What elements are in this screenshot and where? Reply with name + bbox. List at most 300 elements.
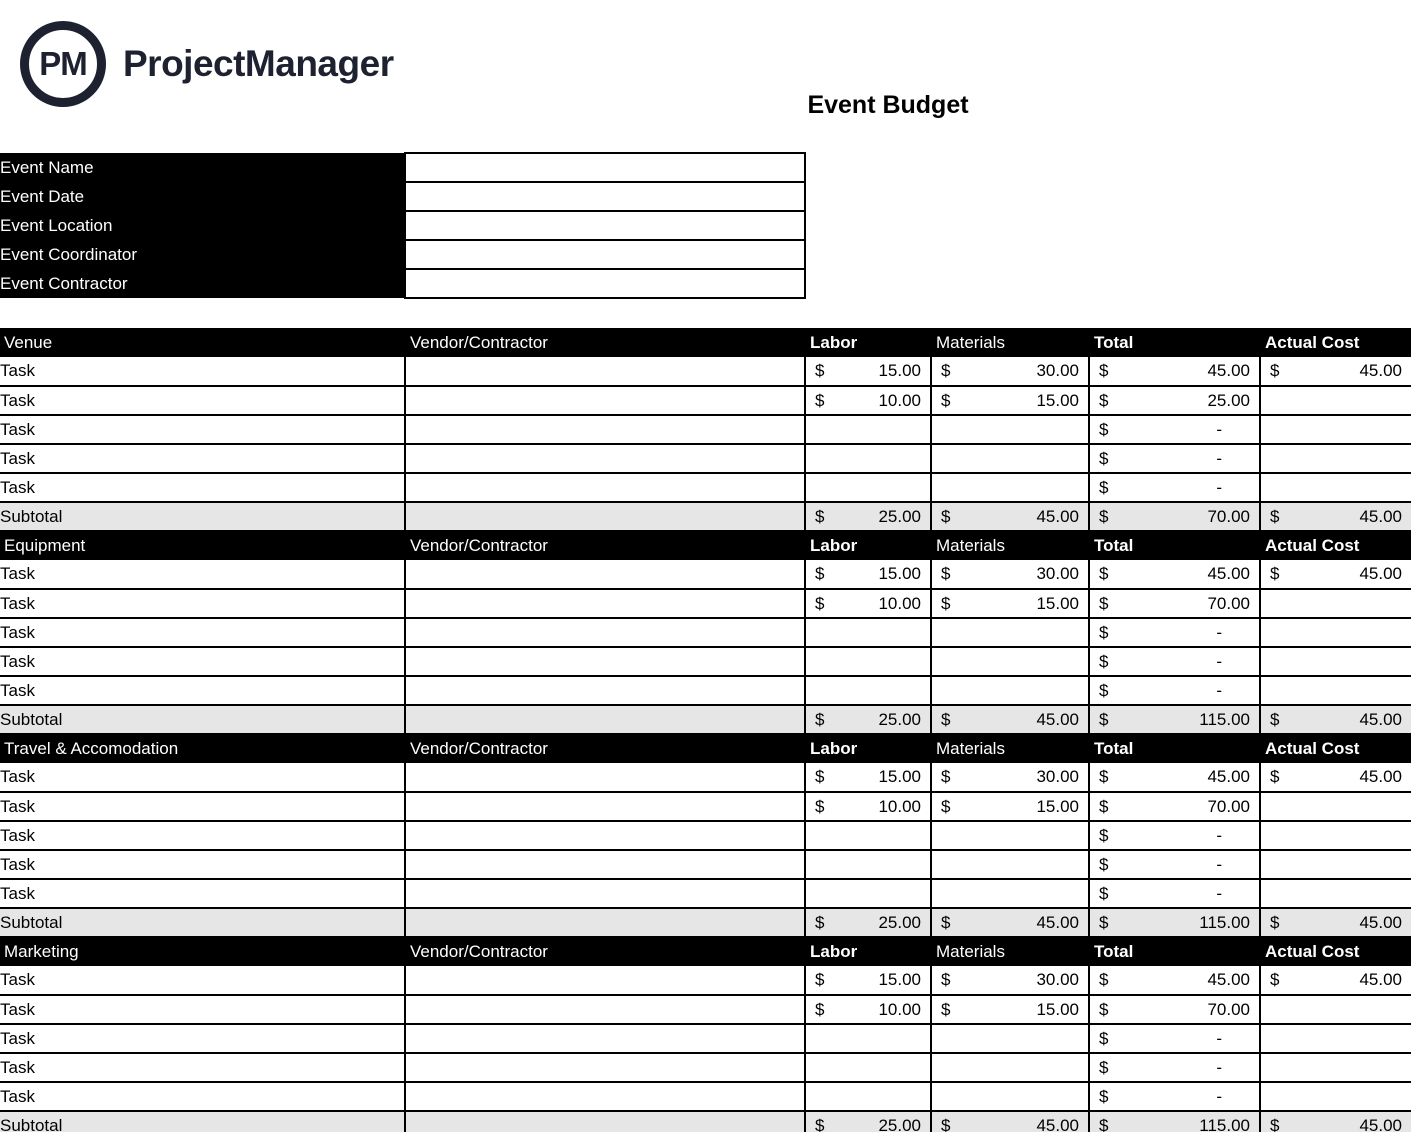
amount: 45.00 bbox=[1359, 361, 1402, 380]
materials-cell[interactable] bbox=[931, 1082, 1089, 1111]
amount: 15.00 bbox=[878, 970, 921, 989]
amount: 10.00 bbox=[878, 593, 921, 613]
dollar-sign: $ bbox=[1099, 448, 1109, 468]
dollar-sign: $ bbox=[1099, 390, 1109, 410]
actual-cost-cell[interactable] bbox=[1260, 879, 1411, 908]
actual-cost-cell[interactable] bbox=[1260, 473, 1411, 502]
amount: - bbox=[1216, 854, 1222, 874]
dollar-sign: $ bbox=[815, 593, 825, 613]
total-cell-content bbox=[1090, 416, 1259, 443]
budget-body bbox=[0, 328, 1411, 1132]
dollar-sign: $ bbox=[1099, 622, 1109, 642]
amount: 45.00 bbox=[1036, 506, 1079, 526]
dollar-sign: $ bbox=[941, 506, 951, 526]
pm-logo-icon bbox=[20, 21, 106, 107]
labor-cell-content bbox=[806, 357, 930, 385]
task-cell[interactable]: Task bbox=[0, 995, 405, 1024]
subtotal-total-cell[interactable] bbox=[1089, 908, 1260, 937]
total-cell[interactable] bbox=[1089, 1053, 1260, 1082]
labor-cell-content bbox=[806, 560, 930, 588]
actual-cost-cell[interactable] bbox=[1260, 821, 1411, 850]
subtotal-vendor-cell bbox=[405, 705, 805, 734]
event-info-row bbox=[0, 153, 805, 182]
total-cell[interactable] bbox=[1089, 473, 1260, 502]
vendor-header: Vendor/Contractor bbox=[405, 937, 805, 966]
task-cell[interactable]: Task bbox=[0, 357, 405, 386]
section-name-header: Travel & Accomodation bbox=[0, 734, 405, 763]
vendor-cell[interactable] bbox=[405, 1024, 805, 1053]
total-cell[interactable] bbox=[1089, 1024, 1260, 1053]
total-cell[interactable] bbox=[1089, 386, 1260, 415]
total-cell[interactable] bbox=[1089, 879, 1260, 908]
task-cell[interactable]: Task bbox=[0, 647, 405, 676]
task-cell[interactable]: Task bbox=[0, 560, 405, 589]
materials-header: Materials bbox=[931, 734, 1089, 763]
materials-cell-content bbox=[932, 996, 1088, 1023]
amount: 15.00 bbox=[1036, 999, 1079, 1019]
labor-cell[interactable] bbox=[805, 995, 931, 1024]
actual-cost-cell[interactable] bbox=[1260, 1082, 1411, 1111]
amount: 115.00 bbox=[1199, 709, 1250, 729]
dollar-sign: $ bbox=[941, 564, 951, 583]
task-row bbox=[0, 1082, 1411, 1111]
total-cell[interactable] bbox=[1089, 763, 1260, 792]
subtotal-materials-cell[interactable] bbox=[931, 502, 1089, 531]
task-row bbox=[0, 560, 1411, 589]
subtotal-actual-cell-content bbox=[1261, 503, 1411, 530]
brand bbox=[20, 21, 394, 107]
task-row bbox=[0, 966, 1411, 995]
dollar-sign: $ bbox=[941, 796, 951, 816]
amount: 15.00 bbox=[1036, 796, 1079, 816]
amount: 10.00 bbox=[878, 390, 921, 410]
labor-cell[interactable] bbox=[805, 1082, 931, 1111]
dollar-sign: $ bbox=[1099, 651, 1109, 671]
total-cell-content bbox=[1090, 1025, 1259, 1052]
section-header-row bbox=[0, 531, 1411, 560]
dollar-sign: $ bbox=[1099, 564, 1109, 583]
pm-logo-text: PM bbox=[39, 45, 87, 82]
subtotal-row bbox=[0, 705, 1411, 734]
amount: 45.00 bbox=[1359, 970, 1402, 989]
labor-cell-content bbox=[806, 763, 930, 791]
total-cell-content bbox=[1090, 763, 1259, 791]
materials-cell[interactable] bbox=[931, 1024, 1089, 1053]
materials-cell-content bbox=[932, 560, 1088, 588]
vendor-cell[interactable] bbox=[405, 879, 805, 908]
dollar-sign: $ bbox=[815, 564, 825, 583]
vendor-cell[interactable] bbox=[405, 473, 805, 502]
materials-cell[interactable] bbox=[931, 763, 1089, 792]
vendor-cell[interactable] bbox=[405, 1053, 805, 1082]
task-cell[interactable]: Task bbox=[0, 1053, 405, 1082]
materials-cell[interactable] bbox=[931, 879, 1089, 908]
event-info-row bbox=[0, 269, 805, 298]
amount: 30.00 bbox=[1036, 564, 1079, 583]
subtotal-total-cell[interactable] bbox=[1089, 502, 1260, 531]
event-info-value-cell[interactable] bbox=[405, 240, 805, 269]
subtotal-actual-cell-content bbox=[1261, 1112, 1411, 1132]
task-cell[interactable]: Task bbox=[0, 792, 405, 821]
total-cell[interactable] bbox=[1089, 792, 1260, 821]
amount: - bbox=[1216, 1057, 1222, 1077]
materials-cell[interactable] bbox=[931, 676, 1089, 705]
task-cell[interactable]: Task bbox=[0, 879, 405, 908]
subtotal-total-cell[interactable] bbox=[1089, 1111, 1260, 1132]
actual-cost-cell[interactable] bbox=[1260, 763, 1411, 792]
vendor-cell[interactable] bbox=[405, 676, 805, 705]
amount: 15.00 bbox=[878, 361, 921, 380]
total-cell[interactable] bbox=[1089, 415, 1260, 444]
vendor-cell[interactable] bbox=[405, 415, 805, 444]
event-info-label: Event Coordinator bbox=[0, 240, 405, 269]
task-cell[interactable]: Task bbox=[0, 473, 405, 502]
labor-cell[interactable] bbox=[805, 560, 931, 589]
amount: - bbox=[1216, 448, 1222, 468]
materials-cell[interactable] bbox=[931, 792, 1089, 821]
task-row bbox=[0, 415, 1411, 444]
materials-cell[interactable] bbox=[931, 589, 1089, 618]
actual-cost-header: Actual Cost bbox=[1260, 937, 1411, 966]
amount: - bbox=[1216, 622, 1222, 642]
total-cell-content bbox=[1090, 996, 1259, 1023]
total-cell[interactable] bbox=[1089, 676, 1260, 705]
materials-cell[interactable] bbox=[931, 444, 1089, 473]
labor-cell-content bbox=[806, 387, 930, 414]
task-row bbox=[0, 676, 1411, 705]
total-cell[interactable] bbox=[1089, 444, 1260, 473]
amount: 10.00 bbox=[878, 999, 921, 1019]
amount: 45.00 bbox=[1359, 564, 1402, 583]
amount: 25.00 bbox=[878, 709, 921, 729]
total-cell-content bbox=[1090, 474, 1259, 501]
task-row bbox=[0, 444, 1411, 473]
task-cell[interactable]: Task bbox=[0, 589, 405, 618]
subtotal-label-cell: Subtotal bbox=[0, 502, 405, 531]
amount: 25.00 bbox=[878, 1115, 921, 1132]
brand-name: ProjectManager bbox=[123, 43, 394, 84]
task-cell[interactable]: Task bbox=[0, 386, 405, 415]
total-cell[interactable] bbox=[1089, 850, 1260, 879]
dollar-sign: $ bbox=[1099, 361, 1109, 380]
actual-cost-cell[interactable] bbox=[1260, 560, 1411, 589]
total-cell-content bbox=[1090, 387, 1259, 414]
actual-cost-header: Actual Cost bbox=[1260, 328, 1411, 357]
actual-cost-cell[interactable] bbox=[1260, 386, 1411, 415]
amount: 45.00 bbox=[1359, 1115, 1402, 1132]
vendor-cell[interactable] bbox=[405, 821, 805, 850]
materials-cell[interactable] bbox=[931, 415, 1089, 444]
subtotal-total-cell-content bbox=[1090, 909, 1259, 936]
task-row bbox=[0, 1053, 1411, 1082]
total-cell[interactable] bbox=[1089, 357, 1260, 386]
subtotal-actual-cell[interactable] bbox=[1260, 1111, 1411, 1132]
dollar-sign: $ bbox=[1099, 1115, 1109, 1132]
dollar-sign: $ bbox=[941, 970, 951, 989]
subtotal-total-cell-content bbox=[1090, 706, 1259, 733]
materials-cell-content bbox=[932, 387, 1088, 414]
amount: - bbox=[1216, 825, 1222, 845]
amount: 45.00 bbox=[1036, 912, 1079, 932]
materials-cell[interactable] bbox=[931, 850, 1089, 879]
labor-cell[interactable] bbox=[805, 966, 931, 995]
task-cell[interactable]: Task bbox=[0, 1082, 405, 1111]
total-cell-content bbox=[1090, 1083, 1259, 1110]
task-cell[interactable]: Task bbox=[0, 676, 405, 705]
amount: - bbox=[1216, 680, 1222, 700]
subtotal-row bbox=[0, 502, 1411, 531]
amount: 70.00 bbox=[1207, 506, 1250, 526]
materials-cell[interactable] bbox=[931, 560, 1089, 589]
total-cell-content bbox=[1090, 793, 1259, 820]
page-title: Event Budget bbox=[807, 91, 969, 119]
labor-cell[interactable] bbox=[805, 386, 931, 415]
task-cell[interactable]: Task bbox=[0, 1024, 405, 1053]
vendor-cell[interactable] bbox=[405, 647, 805, 676]
dollar-sign: $ bbox=[1270, 361, 1280, 380]
dollar-sign: $ bbox=[1270, 506, 1280, 526]
materials-cell[interactable] bbox=[931, 386, 1089, 415]
task-cell[interactable]: Task bbox=[0, 618, 405, 647]
materials-cell-content bbox=[932, 763, 1088, 791]
task-cell[interactable]: Task bbox=[0, 821, 405, 850]
budget-table bbox=[0, 328, 1411, 1132]
vendor-cell[interactable] bbox=[405, 995, 805, 1024]
labor-cell[interactable] bbox=[805, 647, 931, 676]
total-cell-content bbox=[1090, 851, 1259, 878]
subtotal-materials-cell[interactable] bbox=[931, 1111, 1089, 1132]
total-cell[interactable] bbox=[1089, 618, 1260, 647]
dollar-sign: $ bbox=[815, 709, 825, 729]
materials-cell[interactable] bbox=[931, 966, 1089, 995]
amount: - bbox=[1216, 883, 1222, 903]
total-cell[interactable] bbox=[1089, 560, 1260, 589]
labor-cell[interactable] bbox=[805, 1024, 931, 1053]
subtotal-label-cell: Subtotal bbox=[0, 705, 405, 734]
event-info-value-cell[interactable] bbox=[405, 153, 805, 182]
labor-cell[interactable] bbox=[805, 676, 931, 705]
section-name-header: Equipment bbox=[0, 531, 405, 560]
task-cell[interactable]: Task bbox=[0, 850, 405, 879]
vendor-cell[interactable] bbox=[405, 966, 805, 995]
labor-cell[interactable] bbox=[805, 589, 931, 618]
task-cell[interactable]: Task bbox=[0, 966, 405, 995]
dollar-sign: $ bbox=[1099, 419, 1109, 439]
labor-cell-content bbox=[806, 590, 930, 617]
event-info-table bbox=[0, 152, 806, 299]
subtotal-materials-cell-content bbox=[932, 909, 1088, 936]
labor-cell[interactable] bbox=[805, 850, 931, 879]
task-row bbox=[0, 1024, 1411, 1053]
total-cell-content bbox=[1090, 648, 1259, 675]
vendor-cell[interactable] bbox=[405, 589, 805, 618]
amount: - bbox=[1216, 419, 1222, 439]
total-header: Total bbox=[1089, 328, 1260, 357]
dollar-sign: $ bbox=[1099, 970, 1109, 989]
materials-cell[interactable] bbox=[931, 821, 1089, 850]
task-row bbox=[0, 821, 1411, 850]
materials-cell[interactable] bbox=[931, 1053, 1089, 1082]
dollar-sign: $ bbox=[815, 970, 825, 989]
vendor-cell[interactable] bbox=[405, 850, 805, 879]
total-cell[interactable] bbox=[1089, 995, 1260, 1024]
dollar-sign: $ bbox=[1099, 680, 1109, 700]
actual-cost-cell[interactable] bbox=[1260, 966, 1411, 995]
total-cell[interactable] bbox=[1089, 821, 1260, 850]
amount: 45.00 bbox=[1207, 564, 1250, 583]
dollar-sign: $ bbox=[815, 1115, 825, 1132]
dollar-sign: $ bbox=[941, 1115, 951, 1132]
subtotal-labor-cell[interactable] bbox=[805, 502, 931, 531]
subtotal-actual-cell[interactable] bbox=[1260, 502, 1411, 531]
amount: 45.00 bbox=[1207, 970, 1250, 989]
labor-cell-content bbox=[806, 793, 930, 820]
subtotal-row bbox=[0, 908, 1411, 937]
labor-cell[interactable] bbox=[805, 763, 931, 792]
amount: 30.00 bbox=[1036, 361, 1079, 380]
subtotal-materials-cell[interactable] bbox=[931, 705, 1089, 734]
event-info-value-cell[interactable] bbox=[405, 211, 805, 240]
task-row bbox=[0, 647, 1411, 676]
total-cell[interactable] bbox=[1089, 589, 1260, 618]
labor-header: Labor bbox=[805, 937, 931, 966]
total-cell-content bbox=[1090, 357, 1259, 385]
labor-cell[interactable] bbox=[805, 444, 931, 473]
actual-cost-cell[interactable] bbox=[1260, 444, 1411, 473]
subtotal-actual-cell[interactable] bbox=[1260, 908, 1411, 937]
amount: 45.00 bbox=[1036, 709, 1079, 729]
vendor-cell[interactable] bbox=[405, 763, 805, 792]
materials-cell[interactable] bbox=[931, 647, 1089, 676]
materials-cell[interactable] bbox=[931, 618, 1089, 647]
task-row bbox=[0, 357, 1411, 386]
total-cell-content bbox=[1090, 1054, 1259, 1081]
actual-cost-cell-content bbox=[1261, 966, 1411, 994]
event-info-label: Event Name bbox=[0, 153, 405, 182]
task-row bbox=[0, 763, 1411, 792]
vendor-cell[interactable] bbox=[405, 444, 805, 473]
amount: 45.00 bbox=[1359, 506, 1402, 526]
actual-cost-cell[interactable] bbox=[1260, 850, 1411, 879]
actual-cost-cell[interactable] bbox=[1260, 676, 1411, 705]
actual-cost-cell[interactable] bbox=[1260, 995, 1411, 1024]
vendor-cell[interactable] bbox=[405, 560, 805, 589]
total-cell[interactable] bbox=[1089, 966, 1260, 995]
total-cell-content bbox=[1090, 445, 1259, 472]
amount: 45.00 bbox=[1359, 709, 1402, 729]
subtotal-labor-cell-content bbox=[806, 909, 930, 936]
total-header: Total bbox=[1089, 531, 1260, 560]
materials-cell[interactable] bbox=[931, 473, 1089, 502]
task-row bbox=[0, 879, 1411, 908]
subtotal-actual-cell-content bbox=[1261, 706, 1411, 733]
materials-cell[interactable] bbox=[931, 995, 1089, 1024]
dollar-sign: $ bbox=[1099, 883, 1109, 903]
subtotal-total-cell-content bbox=[1090, 503, 1259, 530]
actual-cost-header: Actual Cost bbox=[1260, 734, 1411, 763]
actual-cost-cell[interactable] bbox=[1260, 792, 1411, 821]
labor-cell[interactable] bbox=[805, 618, 931, 647]
total-cell-content bbox=[1090, 880, 1259, 907]
materials-cell-content bbox=[932, 357, 1088, 385]
task-cell[interactable]: Task bbox=[0, 763, 405, 792]
subtotal-actual-cell[interactable] bbox=[1260, 705, 1411, 734]
subtotal-materials-cell[interactable] bbox=[931, 908, 1089, 937]
dollar-sign: $ bbox=[941, 390, 951, 410]
vendor-cell[interactable] bbox=[405, 792, 805, 821]
dollar-sign: $ bbox=[1270, 709, 1280, 729]
total-cell-content bbox=[1090, 822, 1259, 849]
amount: 115.00 bbox=[1199, 1115, 1250, 1132]
subtotal-labor-cell[interactable] bbox=[805, 908, 931, 937]
section-name-header: Venue bbox=[0, 328, 405, 357]
total-cell-content bbox=[1090, 590, 1259, 617]
amount: 45.00 bbox=[1207, 361, 1250, 380]
amount: 15.00 bbox=[1036, 593, 1079, 613]
total-cell[interactable] bbox=[1089, 1082, 1260, 1111]
labor-cell[interactable] bbox=[805, 792, 931, 821]
labor-cell[interactable] bbox=[805, 821, 931, 850]
actual-cost-cell[interactable] bbox=[1260, 415, 1411, 444]
labor-cell[interactable] bbox=[805, 357, 931, 386]
vendor-cell[interactable] bbox=[405, 1082, 805, 1111]
amount: 15.00 bbox=[1036, 390, 1079, 410]
total-cell[interactable] bbox=[1089, 647, 1260, 676]
labor-cell[interactable] bbox=[805, 473, 931, 502]
labor-cell[interactable] bbox=[805, 415, 931, 444]
actual-cost-cell[interactable] bbox=[1260, 589, 1411, 618]
actual-cost-cell[interactable] bbox=[1260, 618, 1411, 647]
actual-cost-cell-content bbox=[1261, 357, 1411, 385]
labor-cell[interactable] bbox=[805, 879, 931, 908]
subtotal-labor-cell[interactable] bbox=[805, 1111, 931, 1132]
subtotal-labor-cell-content bbox=[806, 706, 930, 733]
task-cell[interactable]: Task bbox=[0, 415, 405, 444]
subtotal-total-cell[interactable] bbox=[1089, 705, 1260, 734]
subtotal-labor-cell[interactable] bbox=[805, 705, 931, 734]
dollar-sign: $ bbox=[941, 361, 951, 380]
amount: 25.00 bbox=[878, 912, 921, 932]
event-info-label: Event Contractor bbox=[0, 269, 405, 298]
actual-cost-cell[interactable] bbox=[1260, 1024, 1411, 1053]
dollar-sign: $ bbox=[815, 506, 825, 526]
event-info-label: Event Location bbox=[0, 211, 405, 240]
total-cell-content bbox=[1090, 560, 1259, 588]
amount: 30.00 bbox=[1036, 767, 1079, 786]
dollar-sign: $ bbox=[1270, 564, 1280, 583]
dollar-sign: $ bbox=[815, 767, 825, 786]
actual-cost-header: Actual Cost bbox=[1260, 531, 1411, 560]
actual-cost-cell[interactable] bbox=[1260, 357, 1411, 386]
materials-cell[interactable] bbox=[931, 357, 1089, 386]
vendor-header: Vendor/Contractor bbox=[405, 734, 805, 763]
actual-cost-cell[interactable] bbox=[1260, 1053, 1411, 1082]
event-info-value-cell[interactable] bbox=[405, 269, 805, 298]
labor-cell[interactable] bbox=[805, 1053, 931, 1082]
event-info-value-cell[interactable] bbox=[405, 182, 805, 211]
vendor-cell[interactable] bbox=[405, 386, 805, 415]
dollar-sign: $ bbox=[1099, 593, 1109, 613]
vendor-cell[interactable] bbox=[405, 357, 805, 386]
actual-cost-cell[interactable] bbox=[1260, 647, 1411, 676]
subtotal-label-cell: Subtotal bbox=[0, 908, 405, 937]
subtotal-actual-cell-content bbox=[1261, 909, 1411, 936]
dollar-sign: $ bbox=[1099, 999, 1109, 1019]
dollar-sign: $ bbox=[1270, 1115, 1280, 1132]
vendor-cell[interactable] bbox=[405, 618, 805, 647]
labor-header: Labor bbox=[805, 531, 931, 560]
task-cell[interactable]: Task bbox=[0, 444, 405, 473]
